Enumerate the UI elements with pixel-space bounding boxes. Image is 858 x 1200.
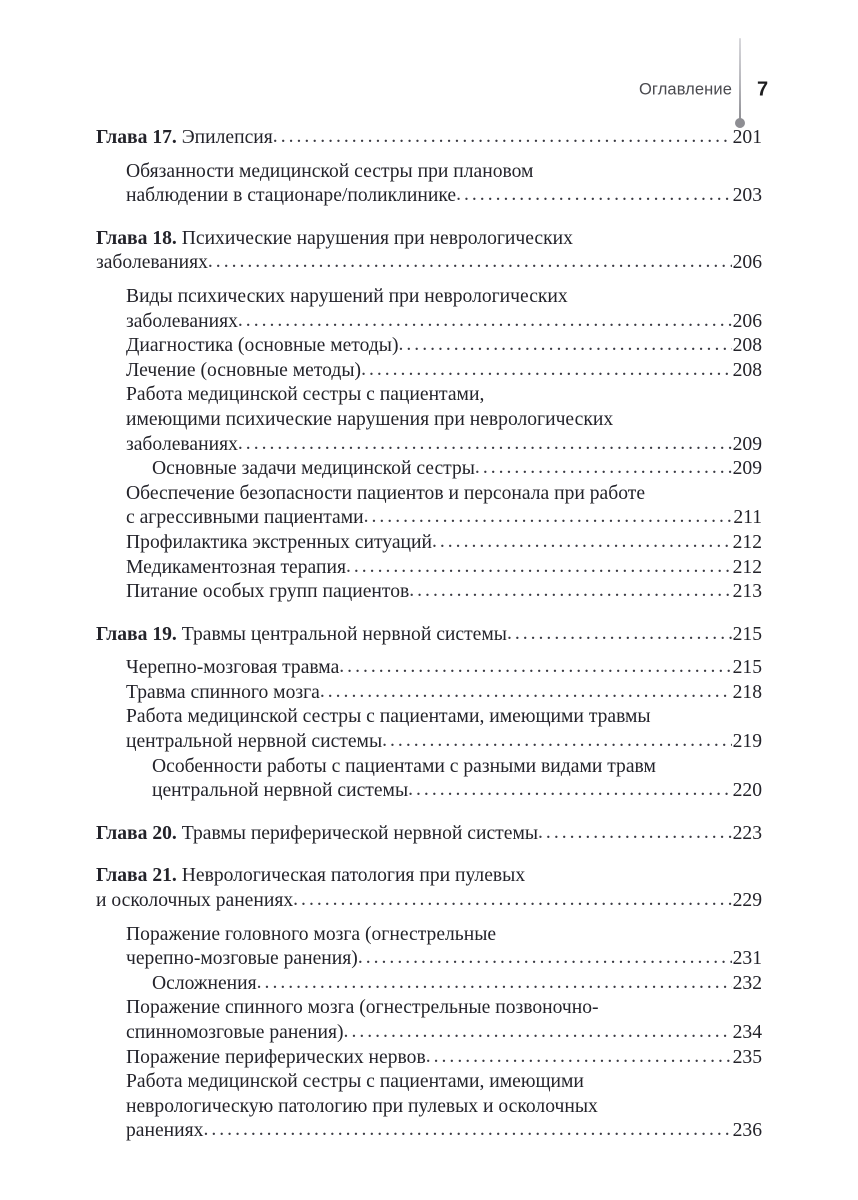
- toc-page-number: 211: [733, 507, 762, 529]
- toc-entry-line: [126, 1095, 762, 1120]
- toc-entry-text: Лечение (основные методы): [126, 359, 362, 381]
- toc-entry-text: Глава 18. Психические нарушения при неврологических: [96, 227, 573, 249]
- toc-page-number: 235: [732, 1046, 762, 1068]
- toc-entry-line: [152, 779, 762, 804]
- toc-page-number: 236: [732, 1120, 762, 1142]
- toc-entry-line: [96, 864, 762, 889]
- table-of-contents: [96, 126, 762, 1144]
- toc-entry-text: Обеспечение безопасности пациентов и персонала при работе: [126, 482, 646, 504]
- toc-entry-line: [126, 531, 762, 556]
- toc-dot-leader: [399, 333, 732, 358]
- toc-dot-leader: [238, 309, 732, 334]
- toc-page-number: 208: [732, 335, 762, 357]
- toc-page-number: 206: [732, 252, 762, 274]
- toc-entry-line: [126, 506, 762, 531]
- toc-entry-line: [126, 947, 762, 972]
- toc-dot-leader: [273, 125, 732, 150]
- toc-dot-leader: [538, 821, 732, 846]
- toc-entry-line: [126, 285, 762, 310]
- toc-section-entry[interactable]: [126, 1070, 762, 1144]
- toc-dot-leader: [358, 946, 732, 971]
- toc-dot-leader: [408, 778, 731, 803]
- toc-entry-line: [152, 755, 762, 780]
- toc-entry-text: спинномозговые ранения): [126, 1022, 344, 1043]
- toc-entry-text: Обязанности медицинской сестры при плановом: [126, 160, 534, 182]
- toc-entry-text: Особенности работы с пациентами с разными видами травм: [152, 755, 656, 777]
- toc-section-entry[interactable]: [152, 755, 762, 804]
- toc-page-number: 223: [732, 822, 762, 844]
- toc-entry-line: [126, 334, 762, 359]
- toc-entry-text: заболеваниях: [126, 310, 238, 332]
- toc-dot-leader: [364, 505, 733, 530]
- toc-dot-leader: [507, 622, 732, 647]
- toc-dot-leader: [432, 530, 732, 555]
- toc-entry-line: [126, 433, 762, 458]
- toc-entry-text: Работа медицинской сестры с пациентами,: [126, 384, 485, 406]
- toc-entry-line: [126, 310, 762, 335]
- toc-entry-text: Медикаментозная терапия: [126, 556, 346, 578]
- toc-entry-line: [126, 482, 762, 507]
- toc-page-number: 231: [732, 948, 762, 970]
- toc-section-entry[interactable]: [126, 285, 762, 334]
- toc-dot-leader: [456, 183, 732, 208]
- toc-entry-text: Поражение периферических нервов: [126, 1046, 426, 1068]
- toc-page-number: 229: [732, 890, 762, 912]
- toc-entry-line: [126, 1070, 762, 1095]
- toc-entry-line: [96, 623, 762, 648]
- toc-entry-text: Глава 20. Травмы периферической нервной системы: [96, 822, 539, 844]
- running-head-label: Оглавление: [639, 80, 732, 99]
- toc-chapter-label: Глава 18.: [96, 227, 177, 249]
- toc-dot-leader: [320, 680, 732, 705]
- toc-page-number: 232: [732, 972, 762, 994]
- running-head-divider-line: [739, 38, 741, 121]
- toc-entry-text: Поражение головного мозга (огнестрельные: [126, 923, 497, 945]
- toc-page-number: 209: [732, 433, 762, 455]
- toc-page-number: 209: [732, 458, 762, 480]
- toc-entry-line: [96, 227, 762, 252]
- toc-section-entry[interactable]: [126, 531, 762, 556]
- running-head: [0, 0, 858, 128]
- toc-section-entry[interactable]: [126, 580, 762, 605]
- toc-entry-line: [96, 822, 762, 847]
- toc-entry-line: [126, 408, 762, 433]
- toc-dot-leader: [339, 655, 731, 680]
- toc-entry-line: [126, 1046, 762, 1071]
- toc-entry-line: [126, 160, 762, 185]
- toc-page-number: 206: [732, 310, 762, 332]
- toc-entry-text: Виды психических нарушений при неврологических: [126, 285, 568, 307]
- toc-entry-text: Травма спинного мозга: [126, 681, 320, 703]
- toc-page-number: 213: [732, 581, 762, 603]
- toc-entry-text: Профилактика экстренных ситуаций: [126, 531, 432, 553]
- toc-dot-leader: [361, 358, 732, 383]
- toc-entry-line: [126, 556, 762, 581]
- toc-section-entry[interactable]: [126, 656, 762, 681]
- toc-chapter-entry[interactable]: [96, 227, 762, 276]
- toc-entry-text: Поражение спинного мозга (огнестрельные позвоночно-: [126, 997, 599, 1019]
- toc-section-entry[interactable]: [152, 457, 762, 482]
- toc-entry-text: центральной нервной системы: [126, 731, 383, 753]
- toc-entry-text: Глава 17. Эпилепсия: [96, 127, 273, 148]
- toc-chapter-entry[interactable]: [96, 822, 762, 847]
- toc-dot-leader: [203, 1118, 731, 1143]
- toc-entry-text: Работа медицинской сестры с пациентами, имеющими: [126, 1071, 584, 1093]
- toc-page-number: 212: [732, 531, 762, 553]
- toc-entry-text: черепно-мозговые ранения): [126, 948, 358, 970]
- toc-entry-line: [126, 184, 762, 209]
- toc-entry-text: Глава 19. Травмы центральной нервной системы: [96, 623, 507, 645]
- toc-entry-line: [126, 1119, 762, 1144]
- toc-chapter-entry[interactable]: [96, 864, 762, 913]
- toc-dot-leader: [344, 1020, 732, 1045]
- toc-section-entry[interactable]: [126, 482, 762, 531]
- toc-entry-line: [126, 730, 762, 755]
- toc-entry-text: Осложнения: [152, 972, 257, 994]
- toc-entry-line: [126, 705, 762, 730]
- toc-section-entry[interactable]: [152, 972, 762, 997]
- toc-chapter-label: Глава 19.: [96, 623, 177, 645]
- toc-entry-line: [96, 126, 762, 151]
- toc-entry-line: [126, 656, 762, 681]
- toc-page-number: 234: [732, 1022, 762, 1043]
- toc-entry-text: центральной нервной системы: [152, 780, 409, 802]
- toc-chapter-label: Глава 21.: [96, 865, 177, 887]
- toc-dot-leader: [409, 579, 731, 604]
- toc-entry-text: Основные задачи медицинской сестры: [152, 458, 475, 480]
- toc-page-number: 220: [732, 780, 762, 802]
- toc-dot-leader: [238, 432, 732, 457]
- toc-section-entry[interactable]: [126, 359, 762, 384]
- toc-page-number: 208: [732, 359, 762, 381]
- toc-section-entry[interactable]: [126, 1046, 762, 1071]
- toc-dot-leader: [293, 888, 731, 913]
- toc-entry-text: имеющими психические нарушения при неврологических: [126, 408, 614, 430]
- toc-entry-text: заболеваниях: [96, 252, 208, 274]
- toc-entry-line: [126, 383, 762, 408]
- toc-chapter-label: Глава 17.: [96, 127, 177, 148]
- toc-entry-text: и осколочных ранениях: [96, 890, 294, 912]
- toc-entry-line: [126, 359, 762, 384]
- toc-section-entry[interactable]: [126, 383, 762, 457]
- toc-chapter-entry[interactable]: [96, 126, 762, 151]
- toc-page-number: 212: [732, 556, 762, 578]
- toc-entry-text: Диагностика (основные методы): [126, 335, 399, 357]
- toc-entry-text: Питание особых групп пациентов: [126, 581, 410, 603]
- toc-page-number: 215: [732, 657, 762, 679]
- page-number-folio: 7: [757, 78, 769, 101]
- toc-entry-text: Работа медицинской сестры с пациентами, имеющими травмы: [126, 706, 651, 728]
- toc-entry-text: наблюдении в стационаре/поликлинике: [126, 185, 457, 207]
- toc-section-entry[interactable]: [126, 556, 762, 581]
- toc-entry-line: [126, 580, 762, 605]
- toc-entry-text: ранениях: [126, 1120, 204, 1142]
- toc-dot-leader: [257, 971, 732, 996]
- toc-section-entry[interactable]: [126, 334, 762, 359]
- toc-entry-text: с агрессивными пациентами: [126, 507, 364, 529]
- toc-entry-line: [152, 457, 762, 482]
- toc-dot-leader: [382, 729, 731, 754]
- toc-entry-line: [126, 681, 762, 706]
- toc-section-entry[interactable]: [126, 705, 762, 754]
- toc-entry-line: [96, 889, 762, 914]
- toc-entry-text: Глава 21. Неврологическая патология при пулевых: [96, 865, 526, 887]
- toc-dot-leader: [208, 250, 732, 275]
- toc-entry-line: [126, 1021, 762, 1046]
- toc-section-entry[interactable]: [126, 681, 762, 706]
- toc-entry-line: [126, 923, 762, 948]
- toc-dot-leader: [426, 1045, 732, 1070]
- toc-page-number: 219: [732, 731, 762, 753]
- toc-entry-text: неврологическую патологию при пулевых и осколочных: [126, 1095, 598, 1117]
- toc-dot-leader: [475, 456, 732, 481]
- toc-entry-line: [152, 972, 762, 997]
- toc-entry-text: Черепно-мозговая травма: [126, 657, 340, 679]
- toc-section-entry[interactable]: [126, 160, 762, 209]
- toc-page-number: 201: [732, 127, 762, 148]
- toc-chapter-entry[interactable]: [96, 623, 762, 648]
- toc-entry-line: [96, 251, 762, 276]
- toc-entry-text: заболеваниях: [126, 433, 238, 455]
- toc-entry-line: [126, 996, 762, 1021]
- toc-dot-leader: [346, 555, 732, 580]
- toc-page-number: 218: [732, 681, 762, 703]
- toc-page-number: 215: [732, 623, 762, 645]
- toc-section-entry[interactable]: [126, 923, 762, 972]
- toc-section-entry[interactable]: [126, 996, 762, 1045]
- toc-page-number: 203: [732, 185, 762, 207]
- toc-chapter-label: Глава 20.: [96, 822, 177, 844]
